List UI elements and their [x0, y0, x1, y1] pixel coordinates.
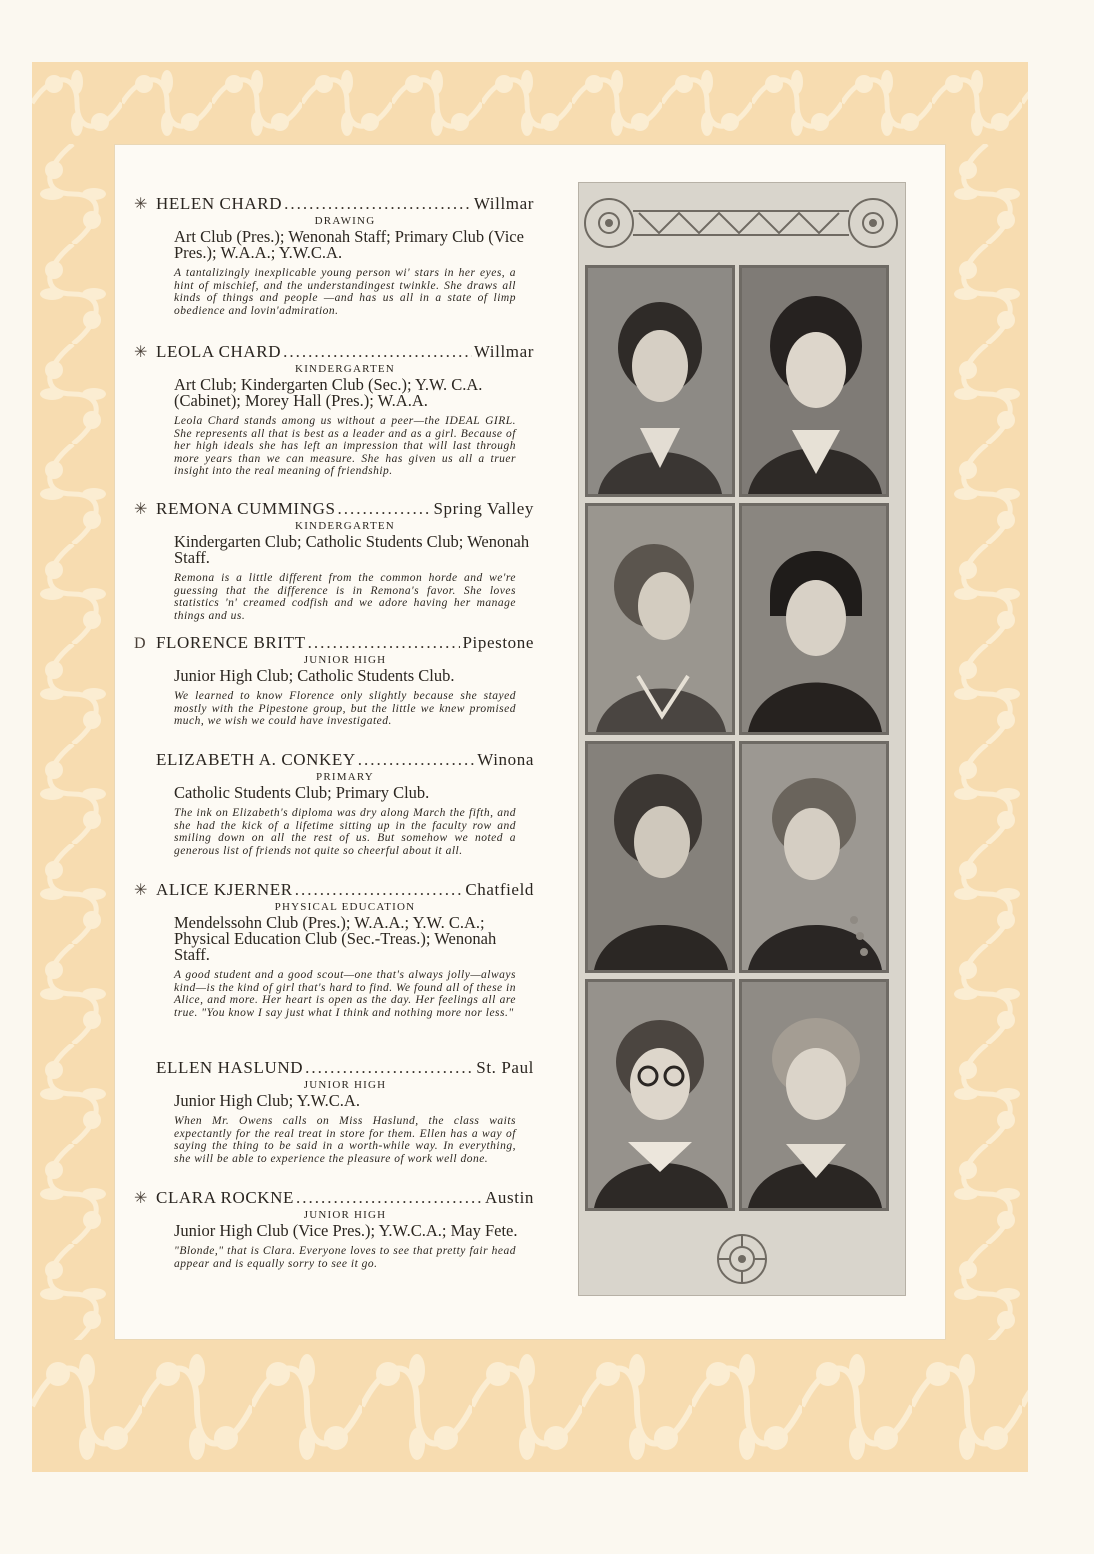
- activities: Junior High Club; Catholic Students Club.: [174, 666, 455, 685]
- leader-dots: [305, 1058, 474, 1078]
- student-name: LEOLA CHARD: [156, 342, 282, 361]
- ornamental-border-right: [946, 144, 1028, 1340]
- description: The ink on Elizabeth's diploma was dry along March the fifth, and she had the kick of a lifetime sitting up in the faculty row and smiling down on all the rest of us. But somehow we noted a generous list of friends not quite so cheerful about it all.: [174, 807, 516, 857]
- ornamental-border-bottom: [32, 1340, 1028, 1472]
- portrait-icon: [588, 744, 732, 970]
- portrait-photo: [739, 503, 889, 735]
- description: When Mr. Owens calls on Miss Haslund, the class waits expectantly for the real treat in store for them. Ellen has a way of saying the thing to be said in a worth-while way. In everything, she will be able to experience the pleasure of work well done.: [174, 1115, 516, 1165]
- entry-helen-chard: [134, 194, 534, 317]
- asterisk-mark-icon: ✳: [134, 882, 149, 899]
- description: Remona is a little different from the common horde and we're guessing that the difference is in Remona's favor. She loves statistics 'n' creamed codfish and we adore having her manage things and us.: [174, 572, 516, 622]
- department: PHYSICAL EDUCATION: [274, 901, 416, 913]
- portrait-icon: [742, 268, 886, 494]
- student-name: ALICE KJERNER: [156, 880, 293, 899]
- activities: Art Club (Pres.); Wenonah Staff; Primary Club (Vice Pres.); W.A.A.; Y.W.C.A.: [174, 227, 524, 262]
- portrait-photo: [739, 741, 889, 973]
- hometown: Willmar: [473, 194, 534, 213]
- leader-dots: [295, 880, 464, 900]
- hometown: Austin: [485, 1188, 534, 1207]
- hometown: Winona: [477, 750, 534, 769]
- leader-dots: [296, 1188, 483, 1208]
- department: JUNIOR HIGH: [303, 654, 387, 666]
- department: PRIMARY: [316, 771, 374, 783]
- portrait-icon: [742, 982, 886, 1208]
- entry-leola-chard: [134, 342, 534, 478]
- activities: Junior High Club; Y.W.C.A.: [174, 1091, 360, 1110]
- vine-ornament-icon: [32, 62, 1028, 144]
- portrait-icon: [588, 506, 732, 732]
- description: A tantalizingly inexplicable young person wi' stars in her eyes, a hint of mischief, and the understandingest twinkle. She draws all kinds of things and people —and has us all in a state of limp obedience and lovin'admiration.: [174, 267, 516, 317]
- student-name: FLORENCE BRITT: [156, 633, 306, 652]
- portrait-photo: [585, 741, 735, 973]
- leader-dots: [308, 633, 461, 653]
- portrait-photo: [585, 503, 735, 735]
- department: KINDERGARTEN: [295, 363, 395, 375]
- activities: Catholic Students Club; Primary Club.: [174, 783, 430, 802]
- portrait-panel: [578, 182, 906, 1296]
- hometown: Willmar: [473, 342, 534, 361]
- entry-ellen-haslund: [134, 1058, 534, 1165]
- student-name: ELIZABETH A. CONKEY: [156, 750, 356, 769]
- description: We learned to know Florence only slightly because she stayed mostly with the Pipestone group, but the little we knew promised much, we wish we could have investigated.: [174, 690, 516, 728]
- portrait-photo: [739, 979, 889, 1211]
- hometown: St. Paul: [476, 1058, 534, 1077]
- entry-alice-kjerner: [134, 880, 534, 1019]
- student-name: ELLEN HASLUND: [156, 1058, 304, 1077]
- portrait-photo: [585, 979, 735, 1211]
- ornamental-border-top: [32, 62, 1028, 144]
- entry-elizabeth-conkey: [134, 750, 534, 857]
- portrait-photo: [585, 265, 735, 497]
- leader-dots: [358, 750, 475, 770]
- department: JUNIOR HIGH: [303, 1079, 387, 1091]
- hometown: Chatfield: [465, 880, 534, 899]
- hometown: Spring Valley: [433, 499, 534, 518]
- entry-florence-britt: [134, 633, 534, 728]
- leader-dots: [283, 342, 472, 362]
- student-name: REMONA CUMMINGS: [156, 499, 336, 518]
- department: DRAWING: [314, 215, 376, 227]
- student-name: CLARA ROCKNE: [156, 1188, 295, 1207]
- entry-remona-cummings: [134, 499, 534, 622]
- portrait-photo: [739, 265, 889, 497]
- portrait-icon: [742, 506, 886, 732]
- rosette-ornament-icon: [579, 1223, 905, 1293]
- entry-clara-rockne: [134, 1188, 534, 1270]
- hometown: Pipestone: [462, 633, 534, 652]
- leader-dots: [338, 499, 432, 519]
- asterisk-mark-icon: ✳: [134, 501, 149, 518]
- vine-ornament-icon: [32, 1340, 1028, 1472]
- leader-dots: [284, 194, 472, 214]
- description: A good student and a good scout—one that's always jolly—always kind—is the kind of girl that's hard to find. We found all of these in Alice, and more. Her heart is open as the day. Her feelings all are true. "You know I say just what I think and nothing more nor less.": [174, 969, 516, 1019]
- description: "Blonde," that is Clara. Everyone loves to see that pretty fair head appear and is equally sorry to see it go.: [174, 1245, 516, 1270]
- asterisk-mark-icon: ✳: [134, 344, 149, 361]
- activities: Junior High Club (Vice Pres.); Y.W.C.A.; May Fete.: [174, 1221, 518, 1240]
- rosette-chain-ornament-icon: [579, 183, 905, 265]
- vine-ornament-icon: [946, 144, 1028, 1340]
- portrait-icon: [588, 268, 732, 494]
- department: JUNIOR HIGH: [303, 1209, 387, 1221]
- activities: Kindergarten Club; Catholic Students Club; Wenonah Staff.: [174, 532, 530, 567]
- student-name: HELEN CHARD: [156, 194, 283, 213]
- handwritten-d-mark-icon: D: [134, 635, 147, 652]
- department: KINDERGARTEN: [295, 520, 395, 532]
- asterisk-mark-icon: ✳: [134, 1190, 149, 1207]
- portrait-icon: [588, 982, 732, 1208]
- portrait-icon: [742, 744, 886, 970]
- activities: Art Club; Kindergarten Club (Sec.); Y.W. C.A. (Cabinet); Morey Hall (Pres.); W.A.A.: [174, 375, 483, 410]
- asterisk-mark-icon: ✳: [134, 196, 149, 213]
- activities: Mendelssohn Club (Pres.); W.A.A.; Y.W. C.A.; Physical Education Club (Sec.-Treas.); Wenonah Staff.: [174, 913, 497, 964]
- ornamental-border-left: [32, 144, 114, 1340]
- vine-ornament-icon: [32, 144, 114, 1340]
- description: Leola Chard stands among us without a peer—the IDEAL GIRL. She represents all that is best as a leader and as a girl. Because of her high ideals she has left an impression that will last through more years than we can measure. She has given us all a truer insight into the real meaning of friendship.: [174, 415, 516, 478]
